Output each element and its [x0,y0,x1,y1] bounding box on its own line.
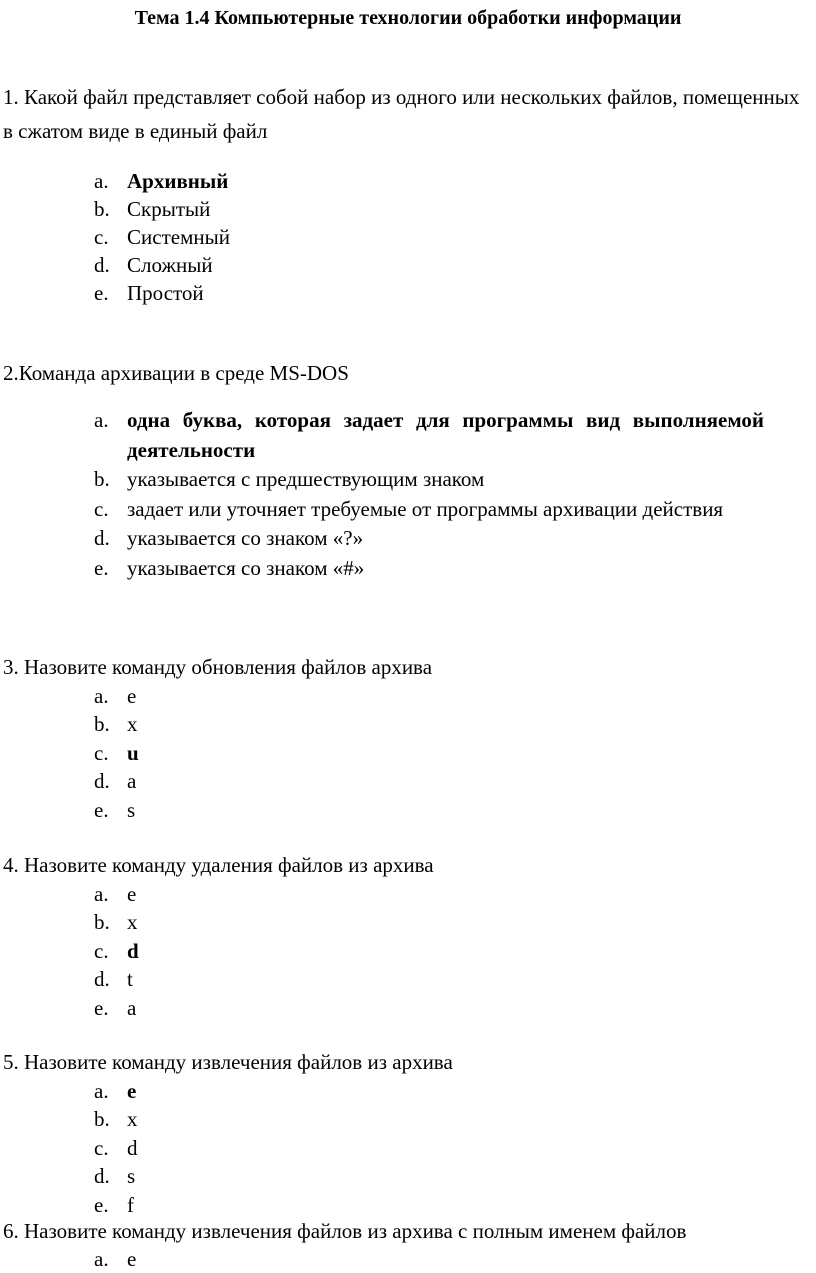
question-5-options [94,1077,394,1219]
option-item: b. x [94,712,138,737]
option-text: t [127,967,133,992]
option-item: d. указывается со знаком «?» [94,526,364,550]
option-text: Системный [127,225,230,249]
option-text: Сложный [127,253,213,277]
option-text: указывается со знаком «?» [127,526,364,550]
option-text: задает или уточняет требуемые от программы архивации действия [127,496,724,521]
option-item: a. e [94,882,137,906]
option-item: c. d [94,938,139,963]
option-item: a. e [94,684,137,708]
option-item: e. a [94,995,137,1020]
option-item: a. e [94,1079,137,1103]
option-text: s [127,797,136,822]
option-item: a. e [94,1247,137,1271]
option-item: e. s [94,797,136,822]
option-text: e [127,684,137,708]
question-4-options [94,880,394,1022]
option-text: s [127,1164,136,1189]
question-2-options [94,406,764,583]
option-text-correct: d [127,938,139,963]
option-text: e [127,882,137,906]
question-6-text: 6. Назовите команду извлечения файлов из архива с полным именем файлов [3,1219,687,1243]
option-text: указывается с предшествующим знаком [127,467,485,491]
option-item: d. a [94,769,137,794]
option-item: e. указывается со знаком «#» [94,555,365,580]
option-item: c. d [94,1135,138,1160]
option-text: x [127,910,138,935]
option-text-correct: Архивный [127,169,229,193]
option-text: указывается со знаком «#» [127,555,365,580]
page-title: Тема 1.4 Компьютерные технологии обработки информации [134,7,682,29]
option-item: a. одна буква, которая задает для программы вид выполняемой деятельности [94,408,764,462]
question-3-text: 3. Назовите команду обновления файлов архива [3,655,433,679]
option-item: a. Архивный [94,169,229,193]
option-item: e. Простой [94,281,204,305]
option-text: Скрытый [127,197,211,221]
option-text: a [127,769,137,794]
option-item: c. Системный [94,225,230,249]
option-text: f [127,1192,134,1217]
option-text: x [127,712,138,737]
option-item: b. x [94,910,138,935]
option-text: Простой [127,281,204,305]
option-item: c. задает или уточняет требуемые от программы архивации действия [94,496,724,521]
option-text-correct: одна буква, которая задает для программы вид выполняемой деятельности [127,408,764,462]
option-item: b. Скрытый [94,197,211,221]
question-3-options [94,682,394,824]
option-text-correct: u [127,740,139,765]
option-text-correct: e [127,1079,137,1103]
option-item: b. указывается с предшествующим знаком [94,467,485,491]
option-text: x [127,1107,138,1132]
question-1-text: 1. Какой файл представляет собой набор из одного или нескольких файлов, помещенных в сжатом виде в единый файл [3,85,800,143]
question-5-text: 5. Назовите команду извлечения файлов из архива [3,1050,453,1074]
option-item: b. x [94,1107,138,1132]
option-item: e. f [94,1192,134,1217]
option-item: d. t [94,967,133,992]
option-text: a [127,995,137,1020]
option-item: c. u [94,740,139,765]
option-text: d [127,1135,138,1160]
option-item: d. Сложный [94,253,213,277]
option-text: e [127,1247,137,1271]
question-6-options [94,1245,394,1273]
question-1-options [94,167,794,307]
option-item: d. s [94,1164,136,1189]
question-2-text: 2.Команда архивации в среде MS-DOS [3,361,349,385]
question-4-text: 4. Назовите команду удаления файлов из архива [3,853,434,877]
